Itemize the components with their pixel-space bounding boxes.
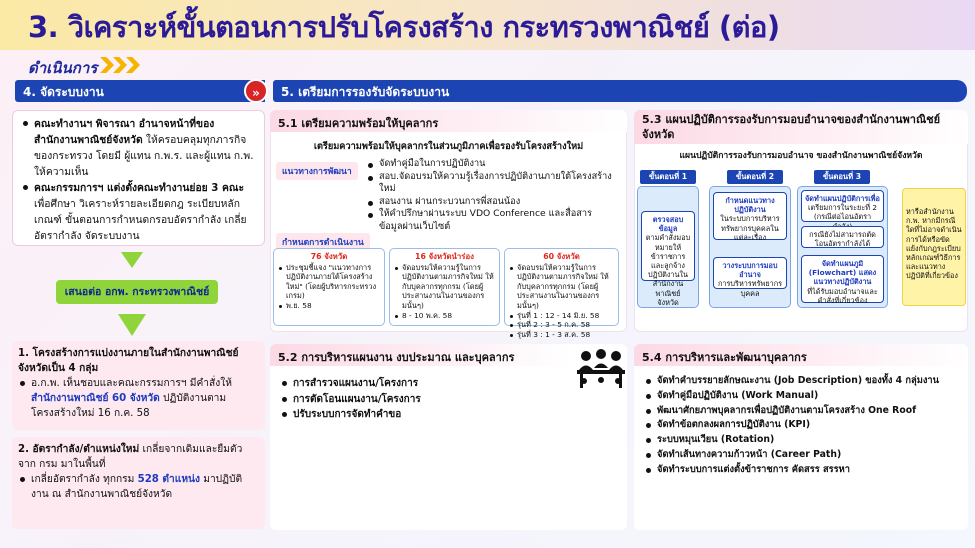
schedule-card <box>389 248 500 326</box>
result-title: 2. อัตรากำลัง/ตำแหน่งใหม่ เกลี่ยจากเดิมและยืมตัวจาก กรม มาในพื้นที่ <box>18 444 243 470</box>
list-item: พ.ย. 58 <box>278 301 380 311</box>
hr-list <box>644 374 964 478</box>
panel-title: 5.4 การบริหารและพัฒนาบุคลากร <box>634 344 968 366</box>
schedule-title: 16 จังหวัดนำร่อง <box>415 252 474 261</box>
meeting-icon <box>574 346 628 392</box>
list-item: สอบ.จัดอบรมให้ความรู้เรื่องการปฏิบัติงานภายใต้โครงสร้างใหม่ <box>366 171 612 196</box>
list-item: สอนงาน ผ่านกระบวนการพี่สอนน้อง <box>366 196 612 209</box>
list-item: จัดอบรมให้ความรู้ในการปฏิบัติงานตามภารกิจใหม่ ให้กับบุคลากรทุกกรม (โดยผู้ประสานงานในงานของกรมนั้นๆ) <box>509 263 614 311</box>
action-plan-box <box>801 190 884 222</box>
panel-subtitle: เตรียมความพร้อมให้บุคลากรในส่วนภูมิภาคเพื่อรองรับโครงสร้างใหม่ <box>313 141 584 152</box>
section-5-header: 5. เตรียมการรองรับจัดระบบงาน <box>273 80 967 102</box>
list-item: รุ่นที่ 1 : 12 - 14 มิ.ย. 58 <box>509 311 614 321</box>
flow-heading: จัดทำแผนปฏิบัติการเพื่อ <box>805 194 880 203</box>
schedule-card <box>504 248 619 339</box>
chevron-right-icon <box>126 57 140 73</box>
result-title: 1. โครงสร้างการแบ่งงานภายในสำนักงานพาณิชย์จังหวัดเป็น 4 กลุ่ม <box>18 348 239 374</box>
result-box-structure <box>12 341 265 430</box>
panel-title: 5.3 แผนปฏิบัติการรองรับการมอบอำนาจของสำนักงานพาณิชย์จังหวัด <box>634 110 968 144</box>
flow-text: ในระบบการบริหารทรัพยากรบุคคลในแต่ละเรื่อง <box>720 214 780 242</box>
consult-result-box: หารือสำนักงาน ก.พ. หากมีกรณีใดที่ไม่อาจดำเนินการได้หรือขัดแย้งกับกฎระเบียบหลักเกณฑ์วิธีการและแนวทางปฏิบัติที่เกี่ยวข้อง <box>902 188 966 306</box>
schedule-title: 76 จังหวัด <box>310 252 348 261</box>
flow-text: ตามคำสั่งมอบหมายให้ข้าราชการและลูกจ้างปฏิบัติงานในสำนักงานพาณิชย์จังหวัด <box>645 233 691 307</box>
list-item: จัดอบรมให้ความรู้ในการปฏิบัติงานตามภารกิจใหม่ ให้กับบุคลากรทุกกรม (โดยผู้ประสานงานในงานของกรมนั้นๆ) <box>394 263 495 311</box>
list-item: จัดทำระบบการแต่งตั้งข้าราชการ คัดสรร สรรหา <box>644 463 964 478</box>
list-item: จัดทำคู่มือในการปฏิบัติงาน <box>366 158 612 171</box>
cannot-transfer-box: กรณียังไม่สามารถตัดโอนอัตรากำลังได้ <box>801 226 884 248</box>
flow-heading: จัดทำแผนภูมิ (Flowchart) แสดงแนวทางปฏิบัติงาน <box>808 259 877 287</box>
flow-heading: ตรวจสอบข้อมูล <box>652 215 684 234</box>
step-2-label: ขั้นตอนที่ 2 <box>727 170 783 184</box>
list-item: พัฒนาศักยภาพบุคลากรเพื่อปฏิบัติงานตามโครงสร้าง One Roof <box>644 404 964 419</box>
dev-list <box>366 158 612 233</box>
flow-heading: วางระบบการมอบอำนาจ <box>722 261 778 280</box>
list-item: การสำรวจแผนงาน/โครงการ <box>280 376 540 392</box>
panel-subtitle: แผนปฏิบัติการรองรับการมอบอำนาจ ของสำนักงานพาณิชย์จังหวัด <box>679 151 923 161</box>
step-3-label: ขั้นตอนที่ 3 <box>814 170 870 184</box>
budget-list <box>280 376 540 423</box>
arrow-down-icon <box>121 252 143 268</box>
list-item: คณะทำงานฯ พิจารณา อำนาจหน้าที่ของสำนักงานพาณิชย์จังหวัด ให้ครอบคลุมทุกภารกิจของกระทรวง โดยมี ผู้แทน ก.พ.ร. และผู้แทน ก.พ. ให้ความเห็น <box>21 116 256 180</box>
flow-text: การบริหารทรัพยากรบุคคล <box>717 279 783 298</box>
list-item: 8 - 10 พ.ค. 58 <box>394 311 495 321</box>
list-item: จัดทำข้อตกลงผลการปฏิบัติงาน (KPI) <box>644 418 964 433</box>
panel-title: 5.2 การบริหารแผนงาน งบประมาณ และบุคลากร <box>270 344 570 366</box>
chevron-right-icon <box>100 57 114 73</box>
flow-text: เตรียมการในระยะที่ 2 (กรณีต่อไอนอัตรา <box>807 203 878 222</box>
list-item: ปรับระบบการจัดทำคำขอ <box>280 407 540 423</box>
schedule-title: 60 จังหวัด <box>543 252 580 261</box>
dev-guideline-tag: แนวทางการพัฒนา <box>276 162 358 180</box>
double-chevron-icon[interactable]: » <box>244 79 268 103</box>
list-item: เกลี่ยอัตรากำลัง ทุกกรม 528 ตำแหน่ง มาปฏิบัติงาน ณ สำนักงานพาณิชย์จังหวัด <box>18 472 259 502</box>
panel-title: 5.1 เตรียมความพร้อมให้บุคลากร <box>270 110 627 132</box>
list-item: อ.ก.พ. เห็นชอบและคณะกรรมการฯ มีคำสั่งให้สำนักงานพาณิชย์ 60 จังหวัด ปฏิบัติงานตามโครงสร้างใหม่ 16 ก.ค. 58 <box>18 376 259 421</box>
section-4-box <box>12 110 265 246</box>
result-box-manpower <box>12 437 265 529</box>
guideline-box <box>713 192 787 240</box>
flow-heading: กำหนดแนวทางปฏิบัติงาน <box>725 196 775 215</box>
list-item: จัดทำเส้นทางความก้าวหน้า (Career Path) <box>644 448 964 463</box>
list-item: รุ่นที่ 3 : 1 - 3 ส.ค. 58 <box>509 330 614 340</box>
list-item: ประชุมชี้แจง "แนวทางการปฏิบัติงานภายใต้โครงสร้างใหม่" (โดยผู้บริหารกระทรวงเกรม) <box>278 263 380 301</box>
propose-button[interactable]: เสนอต่อ อกพ. กระทรวงพาณิชย์ <box>56 280 218 304</box>
delegation-box <box>713 257 787 298</box>
schedule-card <box>273 248 385 326</box>
list-item: จัดทำคู่มือปฏิบัติงาน (Work Manual) <box>644 389 964 404</box>
verify-data-box <box>641 211 695 307</box>
section-4-header: 4. จัดระบบงาน <box>15 80 265 102</box>
schedule-tag: กำหนดการดำเนินงาน <box>276 233 370 251</box>
section-label: ดำเนินการ <box>28 59 98 77</box>
page-title: 3. วิเคราะห์ขั้นตอนการปรับโครงสร้าง กระทรวงพาณิชย์ (ต่อ) <box>28 10 780 44</box>
list-item: ระบบหมุนเวียน (Rotation) <box>644 433 964 448</box>
flowchart-box <box>801 255 884 303</box>
flow-text: ที่ได้รับมอบอำนาจและคำสั่งที่เกี่ยวข้อง <box>807 286 878 305</box>
chevron-right-icon <box>113 57 127 73</box>
arrow-down-icon <box>118 314 146 336</box>
list-item: รุ่นที่ 2 : 3 - 5 ก.ค. 58 <box>509 320 614 330</box>
list-item: ให้คำปรึกษาผ่านระบบ VDO Conference และสื่อสารข้อมูลผ่านเว็บไซต์ <box>366 208 612 233</box>
list-item: คณะกรรมการฯ แต่งตั้งคณะทำงานย่อย 3 คณะ เพื่อศึกษา วิเคราะห์รายละเอียดกฎ ระเบียบหลักเกณฑ์ ขั้นตอนการกำหนดกรอบอัตรากำลัง เกลี่ยอัตรากำลัง จัดระบบงาน <box>21 180 256 244</box>
step-1-label: ขั้นตอนที่ 1 <box>640 170 696 184</box>
list-item: จัดทำคำบรรยายลักษณะงาน (Job Description) ของทั้ง 4 กลุ่มงาน <box>644 374 964 389</box>
list-item: การตัดโอนแผนงาน/โครงการ <box>280 392 540 408</box>
